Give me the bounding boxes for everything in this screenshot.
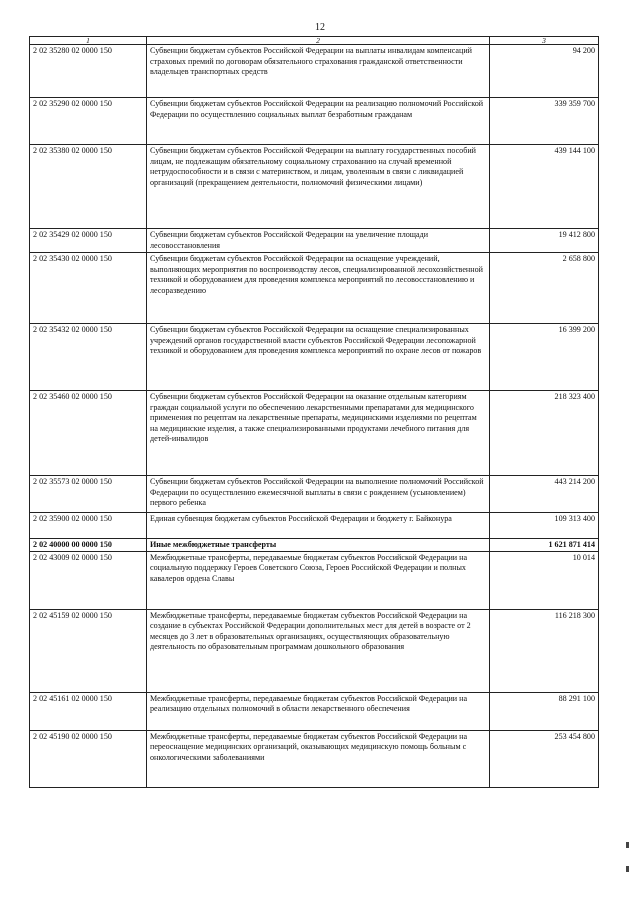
row-description: Субвенции бюджетам субъектов Российской Федерации на выплаты инвалидам компенсаций страховых премий по договорам обязательного страхования гражданской ответственности владельцев транспортных средств (147, 45, 490, 98)
table-row (30, 692, 599, 730)
row-amount: 1 621 871 414 (490, 539, 599, 552)
row-description: Субвенции бюджетам субъектов Российской Федерации на оснащение специализированных учреждений органов государственной власти субъектов Российской Федерации лесопожарной техникой и оборудованием для проведения комплекса мероприятий по охране лесов от пожаров (147, 324, 490, 391)
row-code: 2 02 45190 02 0000 150 (30, 730, 147, 787)
budget-table (29, 36, 599, 788)
table-row (30, 391, 599, 476)
row-amount: 109 313 400 (490, 513, 599, 539)
table-row (30, 551, 599, 609)
row-code: 2 02 35380 02 0000 150 (30, 145, 147, 229)
row-amount: 10 014 (490, 551, 599, 609)
row-description: Субвенции бюджетам субъектов Российской Федерации на реализацию полномочий Российской Федерации по осуществлению социальных выплат безработным гражданам (147, 98, 490, 145)
row-amount: 339 359 700 (490, 98, 599, 145)
table-row (30, 609, 599, 692)
table-row (30, 253, 599, 324)
row-description: Иные межбюджетные трансферты (147, 539, 490, 552)
row-amount: 443 214 200 (490, 476, 599, 513)
row-amount: 16 399 200 (490, 324, 599, 391)
row-description: Межбюджетные трансферты, передаваемые бюджетам субъектов Российской Федерации на социальную поддержку Героев Советского Союза, Героев Российской Федерации и полных кавалеров ордена Славы (147, 551, 490, 609)
row-amount: 2 658 800 (490, 253, 599, 324)
row-code: 2 02 35430 02 0000 150 (30, 253, 147, 324)
row-description: Межбюджетные трансферты, передаваемые бюджетам субъектов Российской Федерации на переоснащение медицинских организаций, оказывающих медицинскую помощь больным с онкологическими заболеваниями (147, 730, 490, 787)
row-code: 2 02 40000 00 0000 150 (30, 539, 147, 552)
table-header-row (30, 37, 599, 45)
page-number: 12 (315, 22, 325, 33)
row-description: Субвенции бюджетам субъектов Российской Федерации на выплату государственных пособий лицам, не подлежащим обязательному социальному страхованию на случай временной нетрудоспособности и в связи с материнством, и лицам, уволенным в связи с ликвидацией организаций (прекращением деятельности, полномочий физическими лицами) (147, 145, 490, 229)
row-code: 2 02 35432 02 0000 150 (30, 324, 147, 391)
table-row (30, 98, 599, 145)
column-header: 3 (490, 37, 599, 45)
row-amount: 116 218 300 (490, 609, 599, 692)
table-row (30, 145, 599, 229)
row-code: 2 02 35573 02 0000 150 (30, 476, 147, 513)
row-amount: 19 412 800 (490, 229, 599, 253)
row-code: 2 02 35280 02 0000 150 (30, 45, 147, 98)
row-code: 2 02 43009 02 0000 150 (30, 551, 147, 609)
row-amount: 94 200 (490, 45, 599, 98)
row-code: 2 02 45159 02 0000 150 (30, 609, 147, 692)
row-amount: 439 144 100 (490, 145, 599, 229)
table-row (30, 539, 599, 552)
table-row (30, 476, 599, 513)
table-row (30, 45, 599, 98)
column-header: 2 (147, 37, 490, 45)
column-header: 1 (30, 37, 147, 45)
row-code: 2 02 35290 02 0000 150 (30, 98, 147, 145)
table-row (30, 513, 599, 539)
row-amount: 253 454 800 (490, 730, 599, 787)
table-row (30, 324, 599, 391)
row-description: Межбюджетные трансферты, передаваемые бюджетам субъектов Российской Федерации на реализацию отдельных полномочий в области лекарственного обеспечения (147, 692, 490, 730)
row-description: Субвенции бюджетам субъектов Российской Федерации на увеличение площади лесовосстановления (147, 229, 490, 253)
row-description: Единая субвенция бюджетам субъектов Российской Федерации и бюджету г. Байконура (147, 513, 490, 539)
scan-mark (626, 866, 629, 872)
row-amount: 88 291 100 (490, 692, 599, 730)
row-description: Субвенции бюджетам субъектов Российской Федерации на оснащение учреждений, выполняющих мероприятия по воспроизводству лесов, специализированной лесохозяйственной техникой и оборудованием для проведения комплекса мероприятий по лесовосстановлению и лесоразведению (147, 253, 490, 324)
row-code: 2 02 35900 02 0000 150 (30, 513, 147, 539)
row-description: Межбюджетные трансферты, передаваемые бюджетам субъектов Российской Федерации на создание в субъектах Российской Федерации дополнительных мест для детей в возрасте от 2 месяцев до 3 лет в образовательных организациях, осуществляющих образовательную деятельность по образовательным программам дошкольного образования (147, 609, 490, 692)
row-description: Субвенции бюджетам субъектов Российской Федерации на выполнение полномочий Российской Федерации по осуществлению ежемесячной выплаты в связи с рождением (усыновлением) первого ребенка (147, 476, 490, 513)
table-row (30, 730, 599, 787)
table-row (30, 229, 599, 253)
row-amount: 218 323 400 (490, 391, 599, 476)
scan-mark (626, 842, 629, 848)
row-code: 2 02 35460 02 0000 150 (30, 391, 147, 476)
row-description: Субвенции бюджетам субъектов Российской Федерации на оказание отдельным категориям граждан социальной услуги по обеспечению лекарственными препаратами для медицинского применения по рецептам на лекарственные препараты, медицинскими изделиями по рецептам на медицинские изделия, а также специализированными продуктами лечебного питания для детей-инвалидов (147, 391, 490, 476)
row-code: 2 02 45161 02 0000 150 (30, 692, 147, 730)
row-code: 2 02 35429 02 0000 150 (30, 229, 147, 253)
